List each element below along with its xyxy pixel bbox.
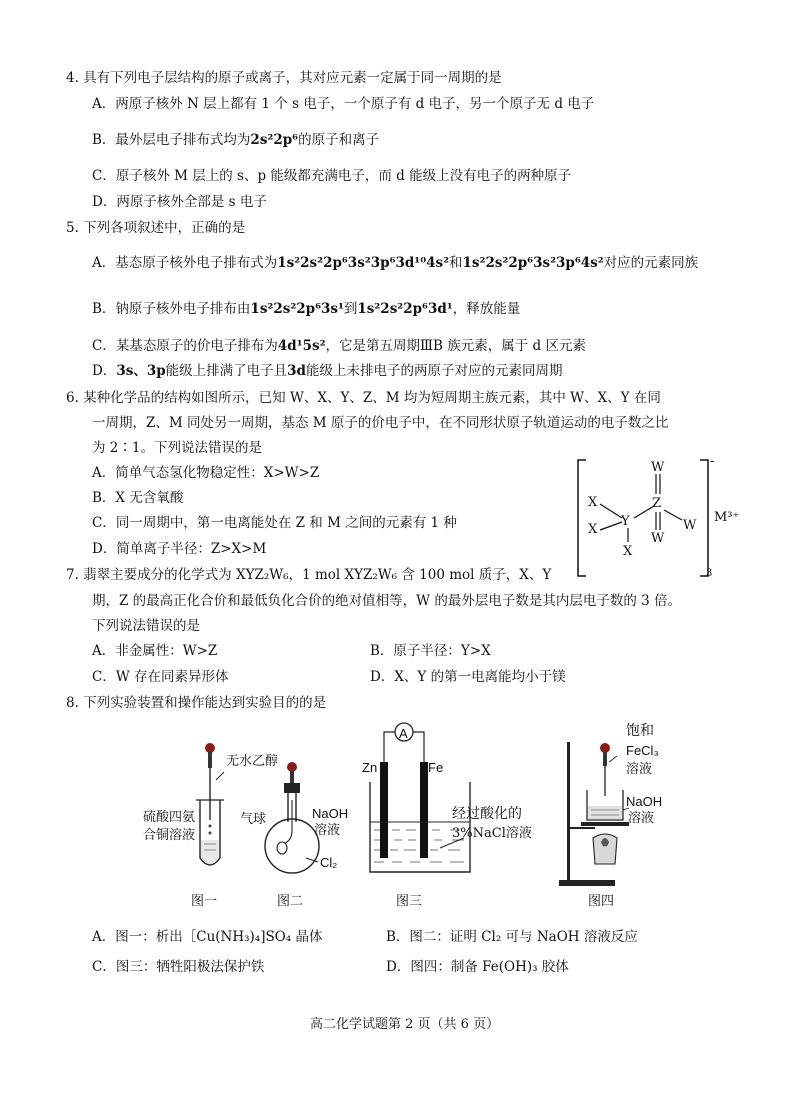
q6-anion-charge: - <box>710 454 715 469</box>
q4-stem: 4. 具有下列电子层结构的原子或离子，其对应元素一定属于同一周期的是 <box>66 70 502 86</box>
q6-option-d: D．简单离子半径：Z>X>M <box>92 541 267 557</box>
q7-option-a: A．非金属性：W>Z <box>92 643 218 659</box>
q6-atom-z: Z <box>652 496 662 511</box>
q6-atom-w-bottom: W <box>651 531 665 546</box>
q6-option-c: C．同一周期中，第一电离能处在 Z 和 M 之间的元素有 1 种 <box>92 515 457 531</box>
fig3-fe-label: Fe <box>428 760 444 775</box>
q6-atom-x-lower: X <box>588 522 598 537</box>
fig4-saturated-label: 饱和 <box>626 723 654 739</box>
q7-line3: 下列说法错误的是 <box>92 618 200 634</box>
fig3-caption: 图三 <box>396 894 423 909</box>
q6-atom-x-bottom: X <box>623 544 633 559</box>
q7-line1: 7. 翡翠主要成分的化学式为 XYZ₂W₆，1 mol XYZ₂W₆ 含 100 mol 质子，X、Y <box>66 567 552 583</box>
q6-option-b: B．X 无含氧酸 <box>92 490 184 506</box>
fig3-solution-label-2: 3%NaCl溶液 <box>452 826 532 841</box>
q6-atom-w-right: W <box>683 518 697 533</box>
q8-option-b: B．图二：证明 Cl₂ 可与 NaOH 溶液反应 <box>386 929 638 945</box>
q6-subscript: 3 <box>706 568 713 579</box>
q7-option-d: D．X、Y 的第一电离能均小于镁 <box>370 669 566 685</box>
fig3-zn-label: Zn <box>362 760 378 775</box>
q5-option-a: A．基态原子核外电子排布式为1s²2s²2p⁶3s²3p⁶3d¹⁰4s²和1s²2s²2p⁶3s²3p⁶4s²对应的元素同族 <box>92 255 699 271</box>
fig3-ammeter-label: A <box>399 726 408 741</box>
fig4-solution-label: 溶液 <box>626 762 653 777</box>
q6-line3: 为 2∶1。下列说法错误的是 <box>92 440 262 456</box>
page-footer: 高二化学试题第 2 页（共 6 页） <box>310 1017 500 1032</box>
fig3-electrochemical-cell <box>360 722 480 872</box>
q8-option-a: A．图一：析出［Cu(NH₃)₄]SO₄ 晶体 <box>92 929 323 945</box>
q6-atom-x-upper: X <box>588 495 598 510</box>
fig1-reagent-label: 无水乙醇 <box>226 754 279 769</box>
q7-option-c: C．W 存在同素异形体 <box>92 669 229 685</box>
fig2-cl2-label: Cl₂ <box>320 855 338 870</box>
q4-option-d: D．两原子核外全部是 s 电子 <box>92 194 267 210</box>
q4-option-a: A．两原子核外 N 层上都有 1 个 s 电子，一个原子有 d 电子，另一个原子无 d 电子 <box>92 96 595 112</box>
fig2-naoh-label-2: 溶液 <box>314 823 341 838</box>
q7-option-b: B．原子半径：Y>X <box>370 643 491 659</box>
q4-option-b: B．最外层电子排布式均为2s²2p⁶的原子和离子 <box>92 132 380 148</box>
q6-line2: 一周期，Z、M 同处另一周期，基态 M 原子的价电子中，在不同形状原子轨道运动的电子数之比 <box>92 415 669 431</box>
q6-structure-diagram <box>572 452 772 582</box>
q6-line1: 6. 某种化学品的结构如图所示，已知 W、X、Y、Z、M 均为短周期主族元素，其中 W、X、Y 在同 <box>66 390 661 406</box>
q6-atom-w-top: W <box>651 460 665 475</box>
q8-stem: 8. 下列实验装置和操作能达到实验目的的是 <box>66 695 327 711</box>
fig4-caption: 图四 <box>588 894 615 909</box>
q8-option-c: C．图三：牺牲阳极法保护铁 <box>92 959 265 975</box>
fig4-naoh-label-2: 溶液 <box>628 811 655 826</box>
q8-option-d: D．图四：制备 Fe(OH)₃ 胶体 <box>386 959 569 975</box>
q5-option-b: B．钠原子核外电子排布由1s²2s²2p⁶3s¹到1s²2s²2p⁶3d¹，释放能量 <box>92 301 521 317</box>
fig2-caption: 图二 <box>277 894 304 909</box>
fig1-caption: 图一 <box>191 894 218 909</box>
fig4-naoh-label-1: NaOH <box>626 794 663 809</box>
fig2-naoh-label-1: NaOH <box>312 806 349 821</box>
q7-line2: 期，Z 的最高正化合价和最低负化合价的绝对值相等，W 的最外层电子数是其内层电子数的 3 倍。 <box>92 593 682 609</box>
fig3-solution-label-1: 经过酸化的 <box>452 806 522 822</box>
q5-option-c: C．某基态原子的价电子排布为4d¹5s²，它是第五周期ⅢB 族元素，属于 d 区元素 <box>92 338 586 354</box>
q4-option-c: C．原子核外 M 层上的 s、p 能级都充满电子，而 d 能级上没有电子的两种原子 <box>92 168 572 184</box>
q5-option-d: D．3s、3p能级上排满了电子且3d能级上未排电子的两原子对应的元素同周期 <box>92 363 563 379</box>
q6-option-a: A．简单气态氢化物稳定性：X>W>Z <box>92 465 320 481</box>
fig1-solution-label-1: 硫酸四氨 <box>143 810 196 825</box>
q5-stem: 5. 下列各项叙述中，正确的是 <box>66 220 246 236</box>
fig2-balloon-label: 气球 <box>240 812 267 827</box>
q6-cation: M³⁺ <box>714 510 740 525</box>
fig4-fecl3-label: FeCl₃ <box>626 743 659 758</box>
fig1-solution-label-2: 合铜溶液 <box>143 828 196 843</box>
q6-atom-y: Y <box>621 514 630 529</box>
